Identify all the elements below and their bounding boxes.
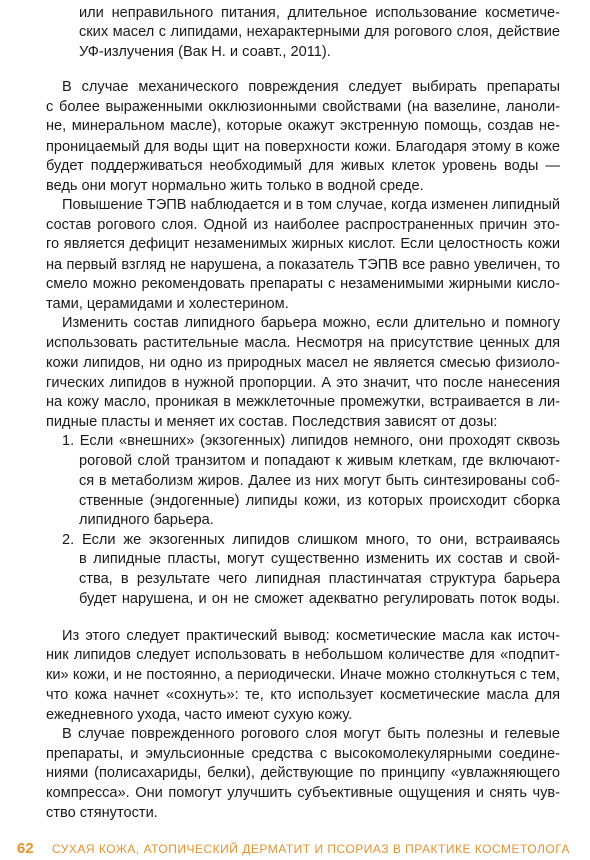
text-line: препараты, и эмульсионные средства с высокомолекулярными соедине- — [46, 746, 560, 763]
text-line: компресса». Они помогут улучшить субъективные ощущения и снять чув- — [46, 785, 560, 802]
text-line: ство стянутости. — [46, 804, 158, 821]
text-line: гических липидов в нужной пропорции. А это значит, что после нанесения — [46, 374, 560, 391]
text-line: В случае поврежденного рогового слоя могут быть полезны и гелевые — [62, 726, 560, 743]
page-footer — [0, 836, 590, 860]
text-line: ся в метаболизм жиров. Далее из них могут быть синтезированы соб- — [79, 472, 560, 489]
text-line: ственные (эндогенные) липиды кожи, из которых происходит сборка — [79, 492, 560, 509]
text-line: с более выраженными окклюзионными свойствами (на вазелине, ланоли- — [46, 99, 560, 116]
text-line: или неправильного питания, длительное использование косметиче- — [79, 5, 560, 21]
text-line: проницаемый для воды щит на поверхности кожи. Благодаря этому в коже — [46, 138, 560, 155]
text-line: ских масел с липидами, нехарактерными для рогового слоя, действие — [79, 24, 560, 41]
text-line: использовать растительные масла. Несмотря на присутствие ценных для — [46, 335, 560, 352]
text-line: состав рогового слоя. Одной из наиболее распространенных причин это- — [46, 217, 560, 234]
text-line: смело можно рекомендовать препараты с незаменимыми жирными кисло- — [46, 275, 560, 292]
text-line: тами, церамидами и холестерином. — [46, 295, 289, 312]
page-number: 62 — [17, 840, 34, 857]
text-line: ки» кожи, и не постоянно, а периодически. Иначе можно столкнуться с тем, — [46, 667, 560, 684]
text-line: ства, в результате чего липидная пластинчатая структура барьера — [79, 571, 560, 588]
text-line: Изменить состав липидного барьера можно, если длительно и помногу — [62, 315, 560, 332]
text-line: будет нарушена, и он не сможет адекватно регулировать поток воды. — [79, 590, 560, 607]
text-line: ведь они могут нормально жить только в водной среде. — [46, 177, 424, 194]
text-line: пидные пласты и меняет их состав. Последствия зависят от дозы: — [46, 414, 498, 430]
text-line: УФ-излучения (Вак Н. и соавт., 2011). — [79, 44, 331, 61]
text-line: липидного барьера. — [79, 511, 214, 528]
text-line: Из этого следует практический вывод: косметические масла как источ- — [62, 628, 560, 645]
text-line: Повышение ТЭПВ наблюдается и в том случае, когда изменен липидный — [62, 197, 560, 214]
text-line: ниями (полисахариды, белки), действующие по принципу «увлажняющего — [46, 765, 560, 782]
text-line: кожи липидов, ни одно из природных масел не является смесью физиоло- — [46, 354, 560, 371]
text-line: ежедневного ухода, часто имеют сухую кожу. — [46, 706, 353, 723]
text-line: В случае механического повреждения следует выбирать препараты — [62, 79, 560, 96]
text-line: 1. Если «внешних» (экзогенных) липидов немного, они проходят сквозь — [62, 433, 560, 450]
text-line: в липидные пласты, могут существенно изменить их состав и свой- — [79, 551, 560, 568]
text-line: на кожу масло, проникая в межклеточные промежутки, встраивается в ли- — [46, 393, 560, 410]
text-line: ник липидов следует использовать в небольшом количестве для «подпит- — [46, 647, 560, 664]
text-line: будет поддерживаться необходимый для живых клеток уровень воды — — [46, 157, 560, 174]
text-line: роговой слой транзитом и попадают к живым клеткам, где включают- — [79, 453, 560, 470]
text-line: не, минеральном масле), которые окажут экстренную помощь, создав не- — [46, 118, 560, 135]
text-line: го является дефицит незаменимых жирных кислот. Если целостность кожи — [46, 236, 560, 253]
text-line: 2. Если же экзогенных липидов слишком много, то они, встраиваясь — [62, 532, 560, 549]
text-line: что кожа начнет «сохнуть»: те, кто использует косметические масла для — [46, 686, 560, 703]
text-line: на первый взгляд не нарушена, а показатель ТЭПВ все равно увеличен, то — [46, 256, 560, 273]
running-title: СУХАЯ КОЖА, АТОПИЧЕСКИЙ ДЕРМАТИТ И ПСОРИАЗ В ПРАКТИКЕ КОСМЕТОЛОГА — [52, 842, 570, 856]
